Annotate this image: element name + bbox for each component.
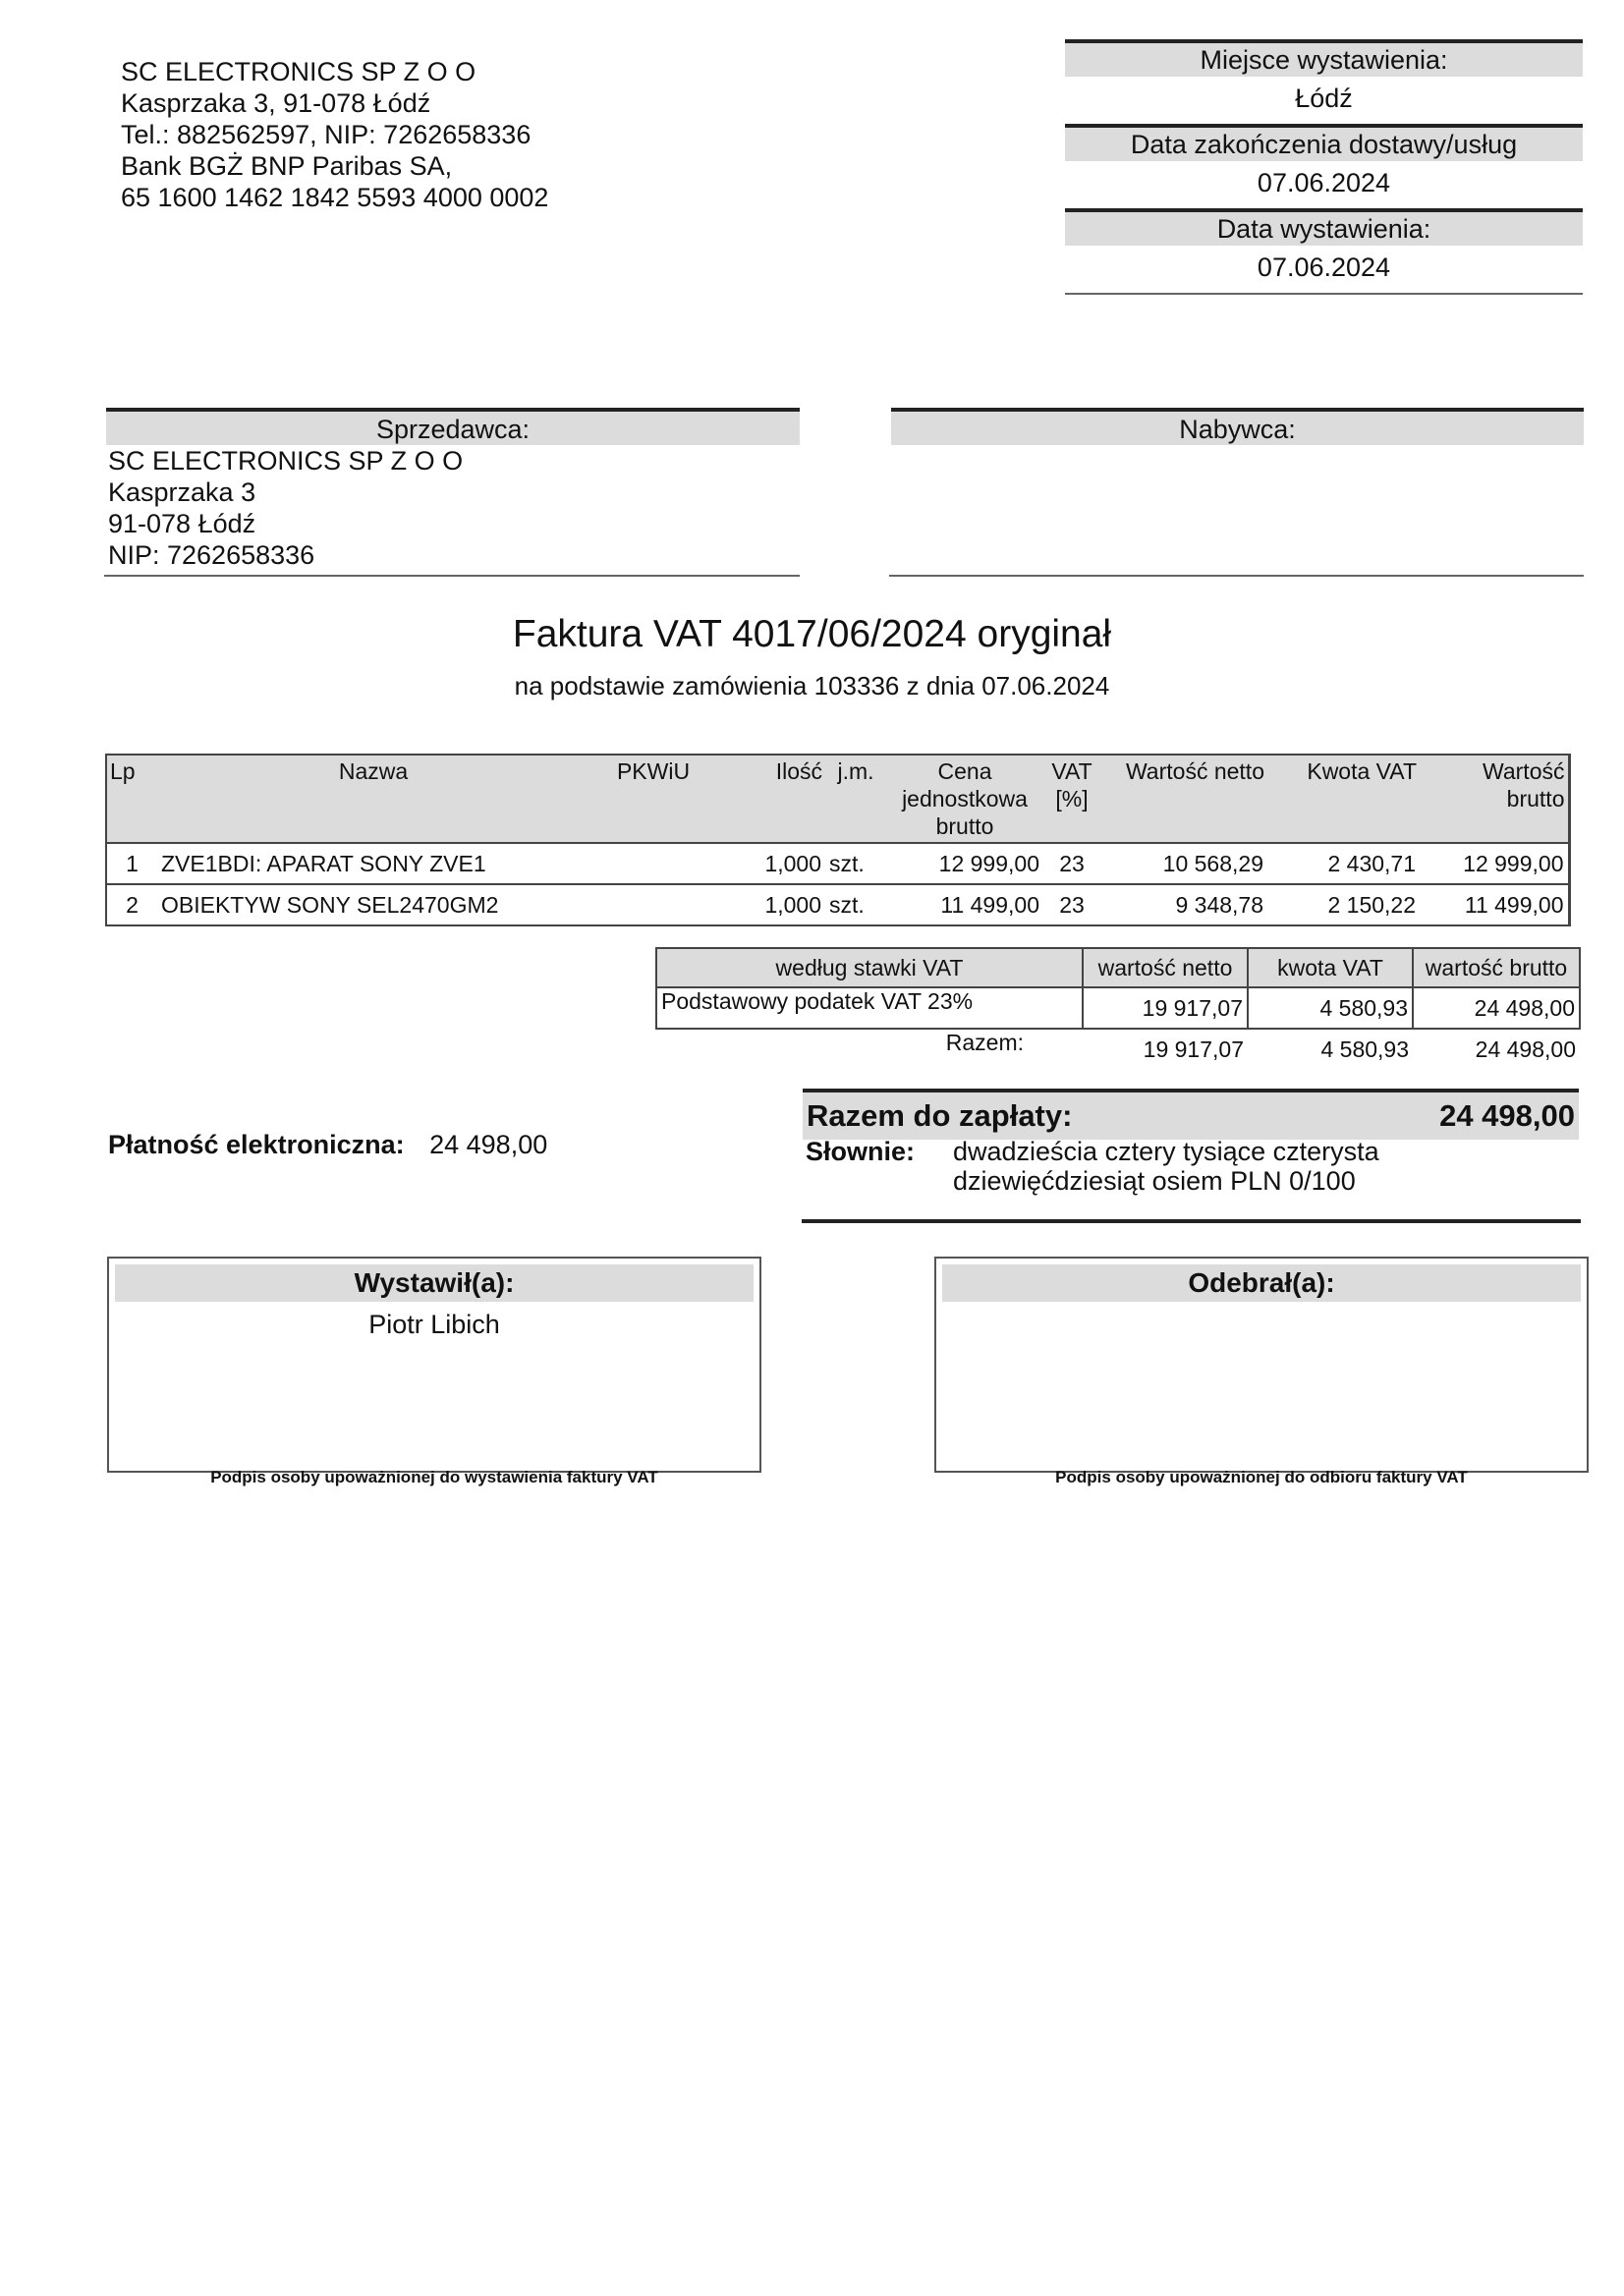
seller-street: Kasprzaka 3 [108, 477, 256, 507]
vat-total-gross: 24 498,00 [1475, 1036, 1576, 1062]
electronic-payment-label: Płatność elektroniczna: [108, 1130, 405, 1159]
row-vat-rate: 23 [1043, 843, 1100, 884]
total-due [803, 1089, 1579, 1140]
vat-col-net: wartość netto [1083, 948, 1248, 987]
vat-summary-table [655, 947, 1581, 1069]
col-vat-line1: VAT [1051, 758, 1092, 784]
buyer-bottom-rule [889, 575, 1584, 577]
buyer-label: Nabywca: [891, 408, 1584, 445]
items-table [105, 754, 1571, 926]
receiver-signature-box [934, 1257, 1589, 1473]
vat-rate-net: 19 917,07 [1083, 987, 1248, 1029]
place-value: Łódź [1295, 84, 1353, 113]
row-net: 10 568,29 [1100, 843, 1267, 884]
col-lp: Lp [106, 755, 157, 843]
vat-col-rate: według stawki VAT [656, 948, 1083, 987]
words-line1: dwadzieścia cztery tysiące czterysta [953, 1137, 1379, 1166]
issuer-signature-caption: Podpis osoby upoważnionej do wystawienia faktury VAT [210, 1468, 658, 1486]
row-vat-rate: 23 [1043, 884, 1100, 925]
delivery-date-label: Data zakończenia dostawy/usług [1065, 124, 1583, 161]
issue-date-value: 07.06.2024 [1257, 252, 1391, 282]
seller-bottom-rule [104, 575, 800, 577]
seller-nip: NIP: 7262658336 [108, 540, 315, 570]
row-pkwiu [589, 843, 717, 884]
table-row [106, 884, 1569, 925]
vat-col-gross: wartość brutto [1413, 948, 1580, 987]
seller-name: SC ELECTRONICS SP Z O O [108, 446, 464, 476]
col-price-line2: jednostkowa [902, 786, 1028, 812]
invoice-subtitle: na podstawie zamówienia 103336 z dnia 07.06.2024 [514, 671, 1110, 700]
col-pkwiu: PKWiU [589, 755, 717, 843]
vat-total-net: 19 917,07 [1143, 1036, 1244, 1062]
vat-col-vat: kwota VAT [1248, 948, 1413, 987]
items-header-row [106, 755, 1569, 843]
total-due-amount: 24 498,00 [1439, 1098, 1575, 1133]
place-label: Miejsce wystawienia: [1065, 39, 1583, 77]
row-gross: 11 499,00 [1420, 884, 1569, 925]
row-net: 9 348,78 [1100, 884, 1267, 925]
vat-total-vat: 4 580,93 [1320, 1036, 1409, 1062]
row-qty: 1,000 [717, 884, 825, 925]
seller-label: Sprzedawca: [106, 408, 800, 445]
col-name: Nazwa [157, 755, 589, 843]
vat-rate-vat: 4 580,93 [1248, 987, 1413, 1029]
col-price [886, 755, 1043, 843]
total-due-label: Razem do zapłaty: [807, 1098, 1073, 1133]
col-price-line3: brutto [935, 813, 994, 839]
seller-block [106, 408, 800, 571]
col-price-line1: Cena [937, 758, 992, 784]
table-row [106, 843, 1569, 884]
words-label: Słownie: [806, 1137, 916, 1166]
issued-by-label: Wystawił(a): [115, 1264, 754, 1302]
words-line2: dziewięćdziesiąt osiem PLN 0/100 [953, 1166, 1356, 1196]
vat-rate-gross: 24 498,00 [1413, 987, 1580, 1029]
vat-rate-label: Podstawowy podatek VAT 23% [656, 987, 1083, 1029]
row-pkwiu [589, 884, 717, 925]
vat-total-row [656, 1029, 1580, 1069]
row-lp: 2 [106, 884, 157, 925]
received-by-label: Odebrał(a): [942, 1264, 1581, 1302]
col-unit: j.m. [825, 755, 886, 843]
electronic-payment [108, 1130, 547, 1160]
issue-date-label: Data wystawienia: [1065, 208, 1583, 246]
row-price: 12 999,00 [886, 843, 1043, 884]
row-name: OBIEKTYW SONY SEL2470GM2 [157, 884, 589, 925]
total-due-bottom-rule [802, 1219, 1581, 1223]
vat-rate-row [656, 987, 1580, 1029]
issuer-account: 65 1600 1462 1842 5593 4000 0002 [121, 183, 549, 212]
meta-bottom-rule [1065, 293, 1583, 295]
buyer-block [891, 408, 1584, 445]
delivery-date-value: 07.06.2024 [1257, 168, 1391, 197]
row-vat-amount: 2 430,71 [1267, 843, 1420, 884]
invoice-title: Faktura VAT 4017/06/2024 oryginał [512, 613, 1112, 655]
amount-in-words [806, 1137, 1493, 1205]
issuer-name: SC ELECTRONICS SP Z O O [121, 57, 476, 86]
row-lp: 1 [106, 843, 157, 884]
col-vat-rate [1043, 755, 1100, 843]
receiver-signature-caption: Podpis osoby upoważnionej do odbioru faktury VAT [1055, 1468, 1468, 1486]
seller-city: 91-078 Łódź [108, 509, 256, 538]
col-net: Wartość netto [1100, 755, 1267, 843]
issuer-bank: Bank BGŻ BNP Paribas SA, [121, 151, 453, 181]
issuer-signature-box [107, 1257, 761, 1473]
meta-block [1065, 39, 1583, 295]
row-vat-amount: 2 150,22 [1267, 884, 1420, 925]
vat-header-row [656, 948, 1580, 987]
col-vat-line2: [%] [1055, 786, 1089, 812]
col-qty: Ilość [717, 755, 825, 843]
issuer-address: Kasprzaka 3, 91-078 Łódź [121, 88, 431, 118]
row-qty: 1,000 [717, 843, 825, 884]
row-unit: szt. [825, 843, 886, 884]
vat-total-label: Razem: [945, 1030, 1024, 1055]
issuer-contact: Tel.: 882562597, NIP: 7262658336 [121, 120, 532, 149]
row-gross: 12 999,00 [1420, 843, 1569, 884]
issuer-block [121, 56, 548, 213]
col-gross: Wartość brutto [1420, 755, 1569, 843]
row-price: 11 499,00 [886, 884, 1043, 925]
row-name: ZVE1BDI: APARAT SONY ZVE1 [157, 843, 589, 884]
row-unit: szt. [825, 884, 886, 925]
issued-by-name: Piotr Libich [368, 1310, 500, 1339]
col-vat-amount: Kwota VAT [1267, 755, 1420, 843]
electronic-payment-amount: 24 498,00 [429, 1130, 548, 1159]
